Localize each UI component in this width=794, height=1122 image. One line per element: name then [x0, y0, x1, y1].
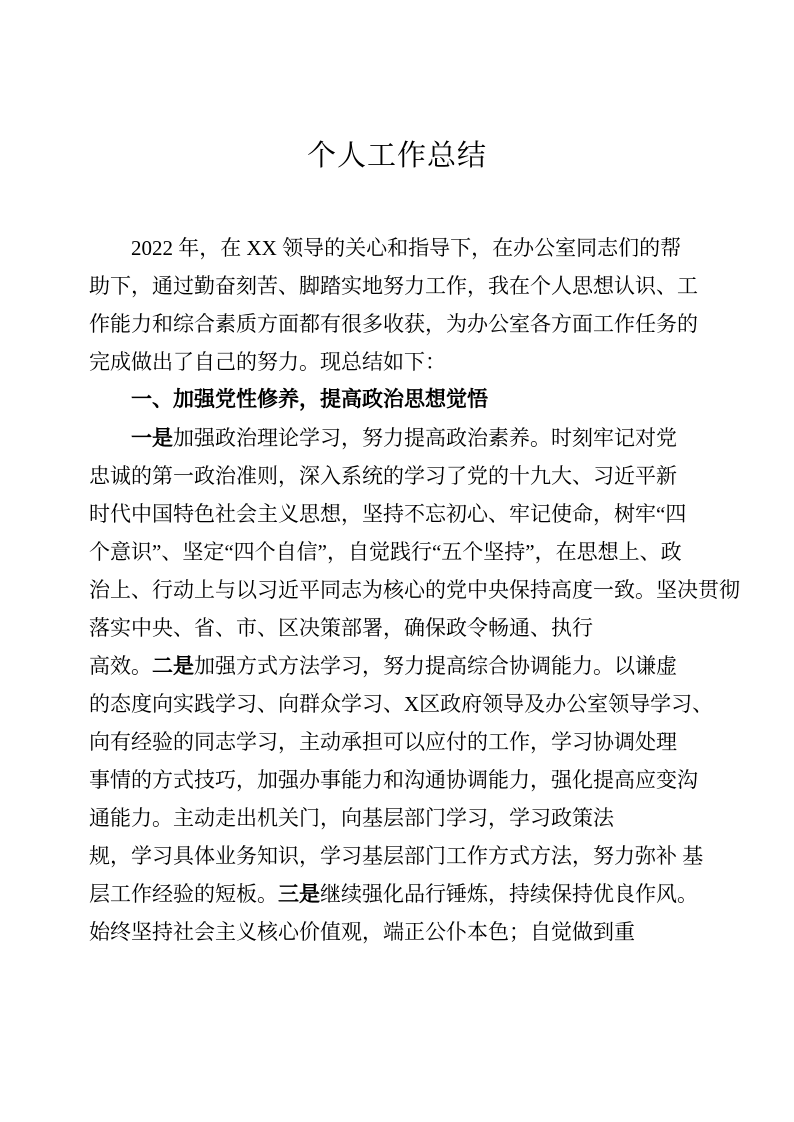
text-line	[89, 647, 705, 685]
text-line	[89, 723, 705, 761]
text-line	[89, 571, 740, 609]
section-heading	[89, 381, 705, 419]
text-line	[89, 343, 705, 381]
text-line	[89, 609, 705, 647]
text-line	[89, 267, 705, 305]
text-run: 高效。	[89, 654, 152, 678]
text-run: 助下，通过勤奋刻苦、脚踏实地努力工作，我在个人思想认识、工	[89, 274, 698, 298]
bold-run: 三是	[278, 883, 320, 906]
text-line	[89, 533, 705, 571]
text-line	[89, 305, 705, 343]
text-run: 的态度向实践学习、向群众学习、X区政府领导及办公室领导学习、	[89, 692, 714, 716]
text-line	[89, 875, 705, 913]
text-run: 加强方式方法学习，努力提高综合协调能力。以谦虚	[194, 654, 677, 678]
text-run: 个意识”、坚定“四个自信”，自觉践行“五个坚持”，在思想上、政	[89, 540, 682, 564]
document-body	[89, 229, 740, 951]
text-run: 治上、行动上与以习近平同志为核心的党中央保持高度一致。坚决贯彻	[89, 578, 740, 602]
text-run: 时代中国特色社会主义思想，坚持不忘初心、牢记使命，树牢“四	[89, 502, 687, 526]
text-run: 向有经验的同志学习，主动承担可以应付的工作，学习协调处理	[89, 730, 677, 754]
text-run: 始终坚持社会主义核心价值观，端正公仆本色；自觉做到重	[89, 920, 635, 944]
text-run: 作能力和综合素质方面都有很多收获，为办公室各方面工作任务的	[89, 312, 698, 336]
text-line	[89, 457, 705, 495]
text-line	[89, 495, 705, 533]
text-line	[89, 799, 705, 837]
text-line	[89, 761, 705, 799]
text-run: 通能力。主动走出机关门，向基层部门学习，学习政策法	[89, 806, 614, 830]
text-run: 完成做出了自己的努力。现总结如下：	[89, 350, 446, 374]
text-run: 继续强化品行锤炼，持续保持优良作风。	[320, 882, 698, 906]
text-run: 加强政治理论学习，努力提高政治素养。时刻牢记对党	[173, 426, 677, 450]
bold-run: 一、加强党性修养，提高政治思想觉悟	[131, 388, 488, 411]
document-title: 个人工作总结	[306, 140, 487, 172]
text-line	[89, 913, 705, 951]
text-line	[89, 837, 705, 875]
bold-run: 一是	[131, 427, 173, 450]
text-run: 落实中央、省、市、区决策部署，确保政令畅通、执行	[89, 616, 593, 640]
text-line	[89, 419, 705, 457]
text-run: 事情的方式技巧，加强办事能力和沟通协调能力，强化提高应变沟	[89, 768, 698, 792]
text-line	[89, 685, 714, 723]
bold-run: 二是	[152, 655, 194, 678]
text-run: 规，学习具体业务知识，学习基层部门工作方式方法，努力弥补 基	[89, 844, 704, 868]
text-run: 层工作经验的短板。	[89, 882, 278, 906]
text-line	[89, 229, 705, 267]
text-run: 2022 年，在 XX 领导的关心和指导下，在办公室同志们的帮	[131, 236, 682, 260]
text-run: 忠诚的第一政治准则，深入系统的学习了党的十九大、习近平新	[89, 464, 677, 488]
